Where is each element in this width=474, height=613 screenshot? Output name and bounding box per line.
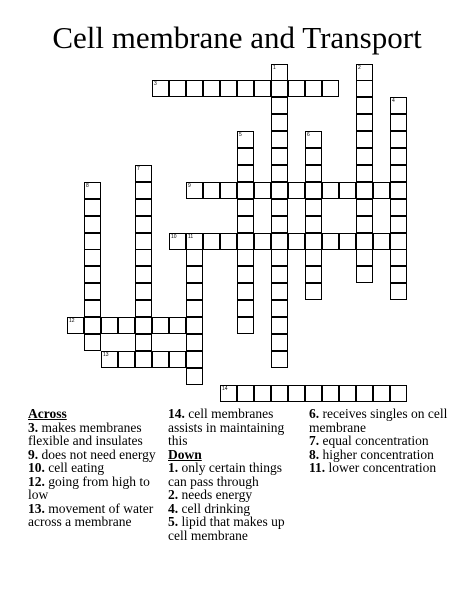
clue-down-6: 6. receives singles on cell membrane (309, 406, 448, 435)
grid-cell (203, 233, 220, 250)
grid-cell (322, 80, 339, 97)
grid-cell (390, 165, 407, 182)
cell-number: 6 (307, 132, 310, 139)
grid-cell (237, 283, 254, 300)
grid-cell (152, 317, 169, 334)
cell-number: 7 (137, 165, 140, 172)
grid-cell (390, 385, 407, 402)
grid-cell (135, 351, 152, 368)
grid-cell (271, 249, 288, 266)
clue-across-10: 10. cell eating (28, 460, 105, 475)
grid-cell (373, 182, 390, 199)
grid-cell (305, 266, 322, 283)
grid-cell (84, 283, 101, 300)
grid-cell (220, 182, 237, 199)
grid-cell (67, 317, 84, 334)
cell-number: 13 (103, 351, 109, 358)
grid-cell (356, 385, 373, 402)
grid-cell (390, 148, 407, 165)
grid-cell (356, 148, 373, 165)
down-heading: Down (168, 446, 202, 462)
grid-cell (84, 266, 101, 283)
grid-cell (118, 351, 135, 368)
grid-cell (390, 216, 407, 233)
clue-across-14: 14. cell membranes assists in maintaining this (168, 406, 285, 448)
grid-cell (135, 266, 152, 283)
grid-cell (271, 148, 288, 165)
grid-cell (288, 385, 305, 402)
grid-cell (186, 368, 203, 385)
grid-cell (305, 249, 322, 266)
grid-cell (237, 80, 254, 97)
grid-cell (356, 249, 373, 266)
clue-across-13: 13. movement of water across a membrane (28, 500, 154, 529)
grid-cell (84, 300, 101, 317)
grid-cell (169, 80, 186, 97)
grid-cell (169, 351, 186, 368)
cell-number: 1 (273, 64, 276, 71)
clue-down-1: 1. only certain things can pass through (168, 460, 282, 489)
grid-cell (84, 317, 101, 334)
cell-number: 14 (222, 385, 228, 392)
grid-cell (203, 182, 220, 199)
cell-number: 10 (171, 233, 177, 240)
cell-number: 8 (86, 182, 89, 189)
grid-cell (305, 131, 322, 148)
grid-cell (356, 64, 373, 81)
grid-cell (271, 385, 288, 402)
clue-down-7: 7. equal concentration (309, 433, 429, 448)
grid-cell (84, 182, 101, 199)
grid-cell (373, 233, 390, 250)
grid-cell (271, 131, 288, 148)
grid-cell (84, 233, 101, 250)
grid-cell (288, 233, 305, 250)
cell-number: 5 (239, 132, 242, 139)
grid-cell (169, 233, 186, 250)
grid-cell (220, 80, 237, 97)
grid-cell (135, 216, 152, 233)
grid-cell (186, 283, 203, 300)
clue-across-9: 9. does not need energy (28, 446, 156, 462)
grid-cell (390, 199, 407, 216)
grid-cell (101, 317, 118, 334)
grid-cell (271, 300, 288, 317)
grid-cell (305, 80, 322, 97)
grid-cell (271, 233, 288, 250)
grid-cell (356, 233, 373, 250)
grid-cell (271, 216, 288, 233)
clues-column-3 (309, 407, 449, 475)
grid-cell (186, 334, 203, 351)
across-heading: Across (28, 406, 67, 421)
cell-number: 3 (154, 81, 157, 88)
grid-cell (84, 199, 101, 216)
grid-cell (186, 80, 203, 97)
grid-cell (84, 249, 101, 266)
grid-cell (135, 283, 152, 300)
grid-cell (135, 233, 152, 250)
grid-cell (203, 80, 220, 97)
grid-cell (135, 300, 152, 317)
grid-cell (271, 351, 288, 368)
grid-cell (390, 233, 407, 250)
grid-cell (356, 199, 373, 216)
grid-cell (356, 80, 373, 97)
grid-cell (305, 385, 322, 402)
grid-cell (305, 148, 322, 165)
clue-across-3: 3. makes membranes flexible and insulates (28, 419, 143, 448)
grid-cell (135, 199, 152, 216)
grid-cell (356, 97, 373, 114)
grid-cell (237, 249, 254, 266)
clue-down-11: 11. lower concentration (309, 460, 437, 475)
clue-across-12: 12. going from high to low (28, 473, 150, 502)
clue-down-5: 5. lipid that makes up cell membrane (168, 514, 285, 543)
grid-cell (271, 114, 288, 131)
cell-number: 12 (69, 318, 75, 324)
grid-cell (288, 182, 305, 199)
grid-cell (254, 80, 271, 97)
grid-cell (356, 165, 373, 182)
grid-cell (186, 182, 203, 199)
grid-cell (237, 317, 254, 334)
clue-down-8: 8. higher concentration (309, 446, 434, 462)
grid-cell (390, 283, 407, 300)
clue-down-4: 4. cell drinking (168, 500, 251, 516)
grid-cell (152, 80, 169, 97)
grid-cell (271, 283, 288, 300)
grid-cell (135, 317, 152, 334)
grid-cell (254, 385, 271, 402)
clues-column-1 (28, 407, 164, 529)
clue-down-2: 2. needs energy (168, 487, 253, 502)
grid-cell (169, 317, 186, 334)
grid-cell (152, 351, 169, 368)
grid-cell (271, 334, 288, 351)
grid-cell (271, 182, 288, 199)
grid-cell (271, 199, 288, 216)
cell-number: 2 (358, 64, 361, 71)
grid-cell (339, 233, 356, 250)
grid-cell (186, 351, 203, 368)
grid-cell (271, 80, 288, 97)
grid-cell (237, 148, 254, 165)
grid-cell (339, 385, 356, 402)
grid-cell (220, 233, 237, 250)
grid-cell (305, 199, 322, 216)
grid-cell (356, 131, 373, 148)
cell-number: 11 (188, 233, 194, 240)
cell-number: 4 (392, 98, 395, 105)
grid-cell (339, 182, 356, 199)
cell-number: 9 (188, 182, 191, 189)
grid-cell (271, 165, 288, 182)
grid-cell (186, 249, 203, 266)
grid-cell (390, 97, 407, 114)
grid-cell (186, 317, 203, 334)
grid-cell (373, 385, 390, 402)
grid-cell (254, 182, 271, 199)
clues-column-2 (168, 407, 304, 542)
grid-cell (271, 64, 288, 81)
grid-cell (237, 165, 254, 182)
grid-cell (186, 266, 203, 283)
grid-cell (271, 317, 288, 334)
grid-cell (305, 165, 322, 182)
grid-cell (322, 385, 339, 402)
grid-cell (390, 266, 407, 283)
grid-cell (322, 182, 339, 199)
grid-cell (118, 317, 135, 334)
grid-cell (305, 283, 322, 300)
grid-cell (305, 182, 322, 199)
puzzle-title: Cell membrane and Transport (52, 20, 422, 55)
grid-cell (101, 351, 118, 368)
grid-cell (356, 182, 373, 199)
grid-cell (356, 114, 373, 131)
grid-cell (220, 385, 237, 402)
grid-cell (135, 334, 152, 351)
grid-cell (237, 233, 254, 250)
grid-cell (135, 249, 152, 266)
grid-cell (237, 385, 254, 402)
grid-cell (135, 182, 152, 199)
grid-cell (186, 300, 203, 317)
grid-cell (237, 199, 254, 216)
grid-cell (271, 266, 288, 283)
grid-cell (186, 233, 203, 250)
grid-cell (237, 266, 254, 283)
grid-cell (271, 97, 288, 114)
grid-cell (390, 114, 407, 131)
grid-cell (390, 182, 407, 199)
grid-cell (254, 233, 271, 250)
grid-cell (390, 249, 407, 266)
grid-cell (135, 165, 152, 182)
grid-cell (288, 80, 305, 97)
grid-cell (237, 216, 254, 233)
grid-cell (237, 182, 254, 199)
grid-cell (390, 131, 407, 148)
grid-cell (356, 216, 373, 233)
grid-cell (305, 233, 322, 250)
grid-cell (305, 216, 322, 233)
grid-cell (84, 334, 101, 351)
grid-cell (84, 216, 101, 233)
grid-cell (322, 233, 339, 250)
grid-cell (356, 266, 373, 283)
grid-cell (237, 300, 254, 317)
grid-cell (237, 131, 254, 148)
